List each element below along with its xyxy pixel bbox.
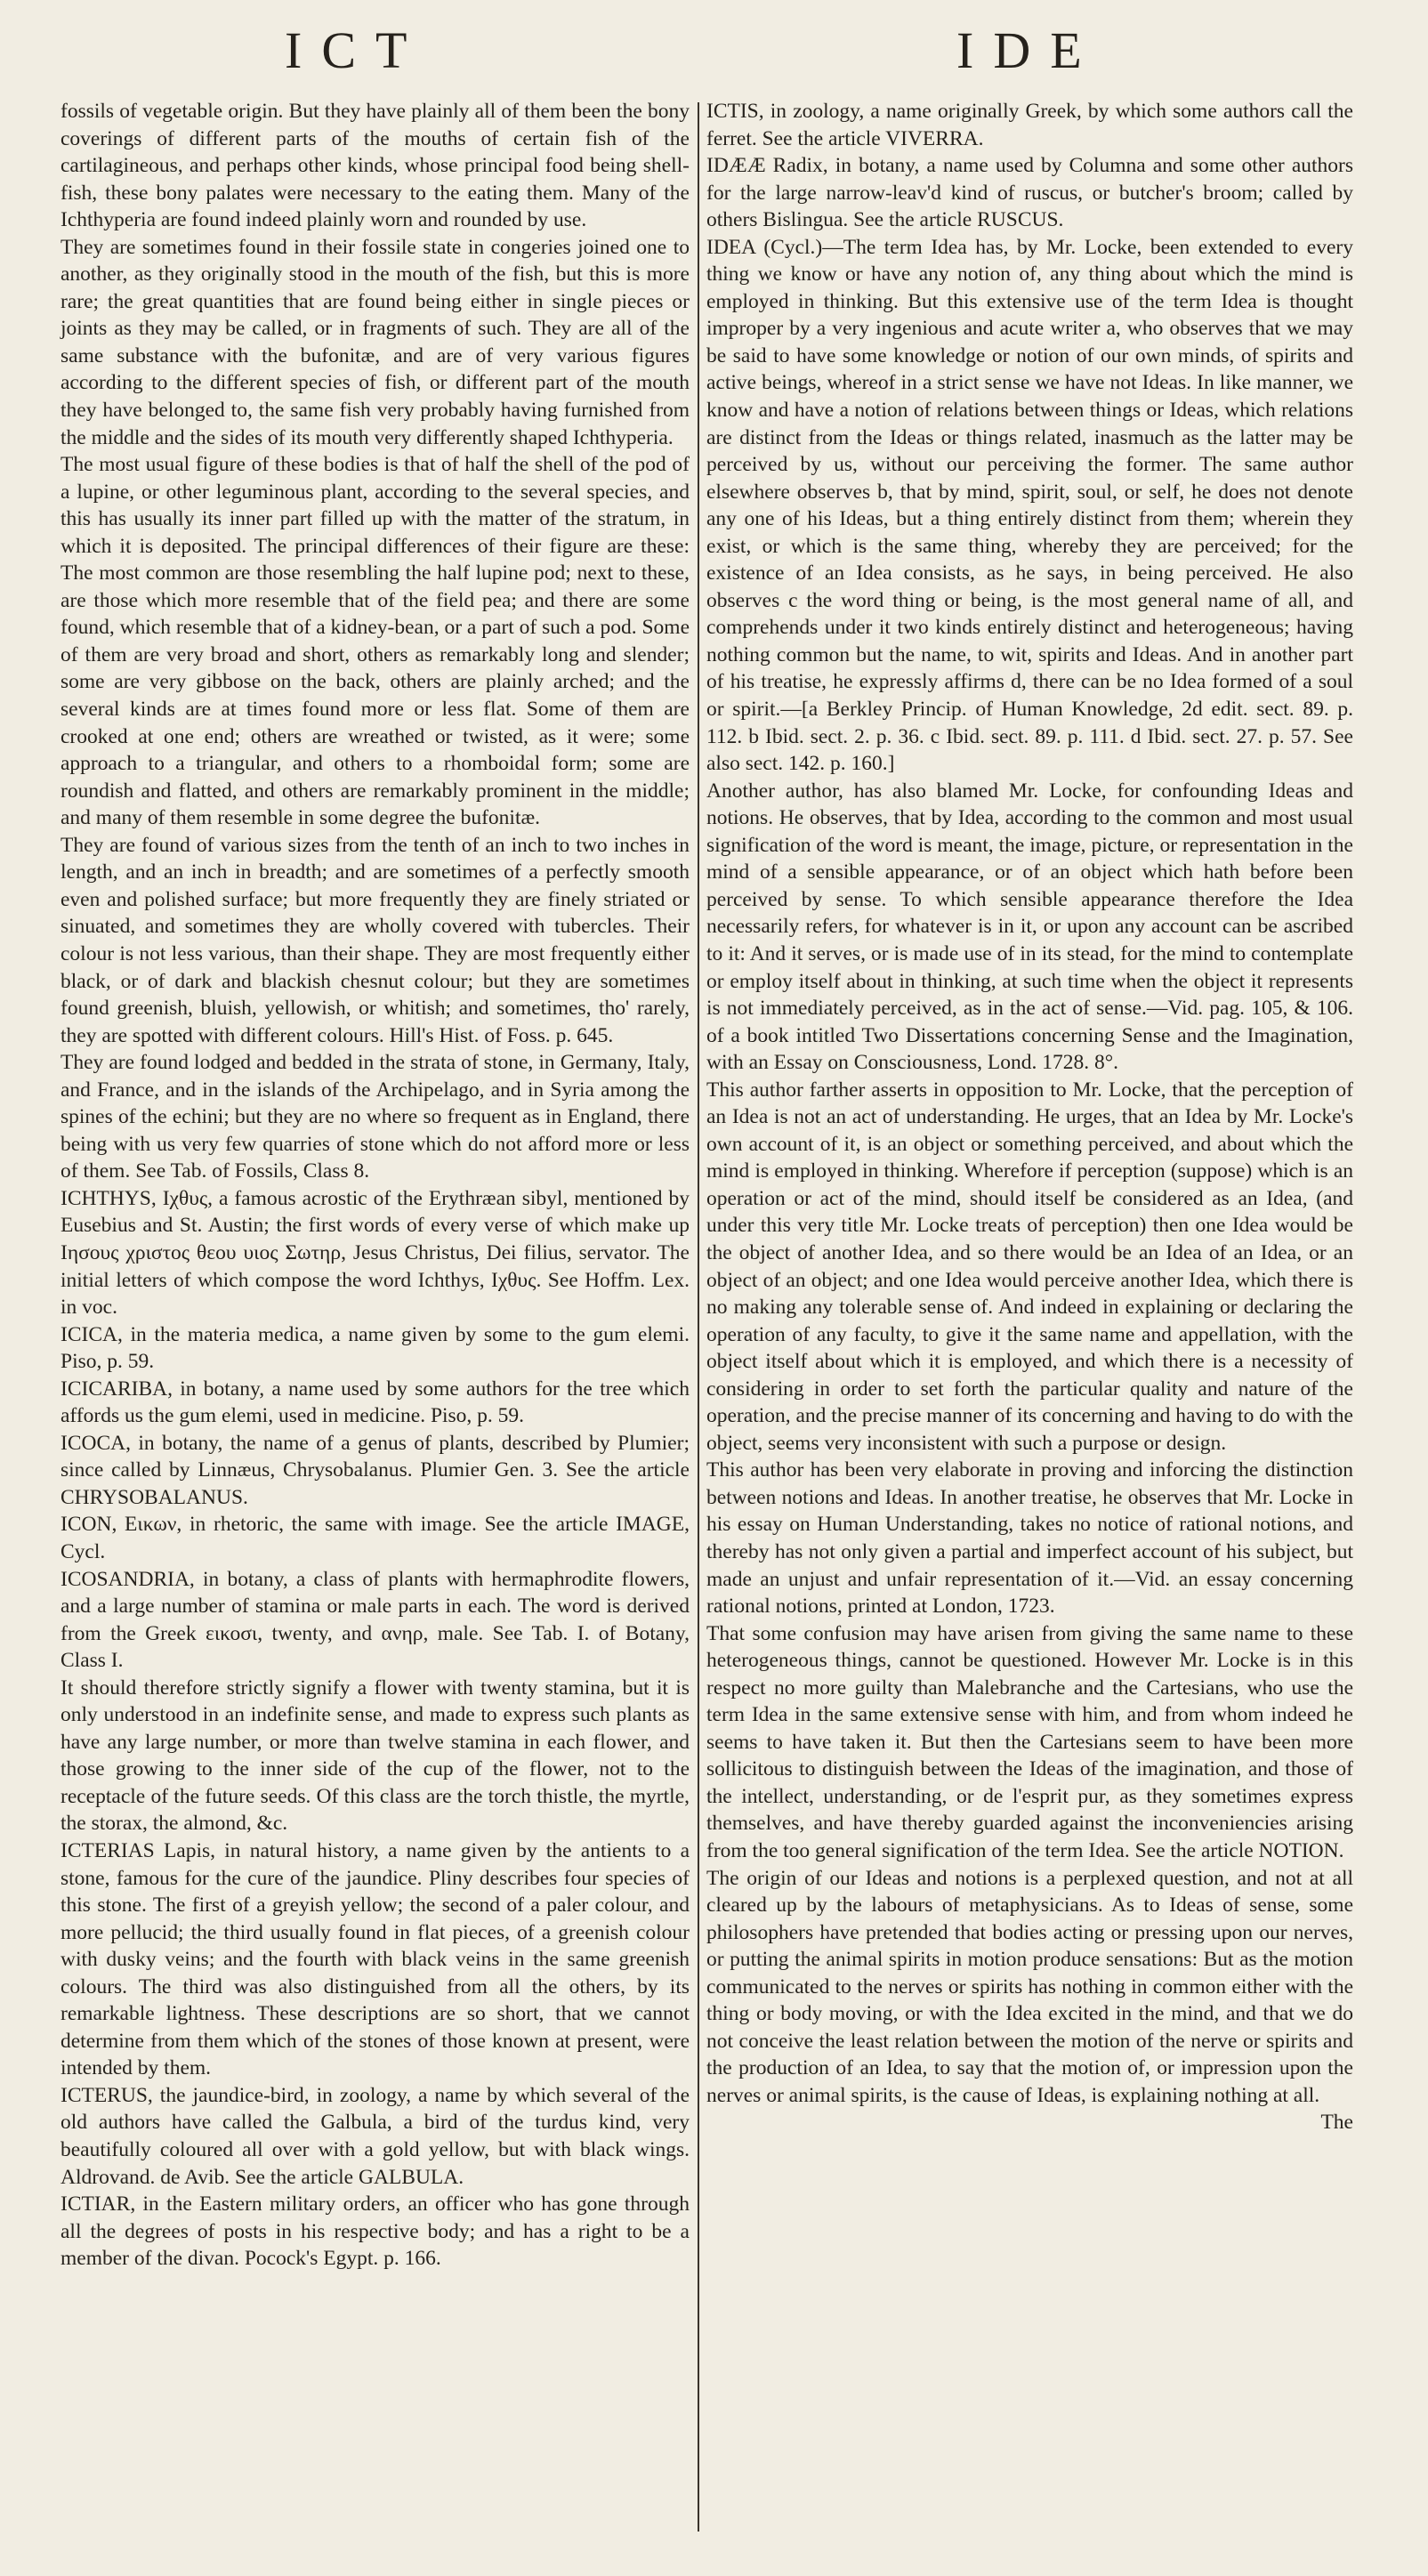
dictionary-entry: IDÆÆ Radix, in botany, a name used by Columna and some other authors for the large narrow-leav'd kind of ruscus, or butcher's broom; called by others Bislingua. See the article RUSCUS. [706,154,1353,232]
dictionary-entry: ICICA, in the materia medica, a name given by some to the gum elemi. Piso, p. 59. [61,1322,690,1374]
paragraph: They are sometimes found in their fossile state in congeries joined one to another, as they originally stood in the mouth of the fish, but this is more rare; the great quantities that are found being either in single pieces or joints as they may be called, or in fragments of such. They are all of the same substance with the bufonitæ, and are of very various figures according to the different species of fish, or different part of the mouth they have belonged to, the same fish very probably having furnished from the middle and the sides of its mouth very differently shaped Ichthyperia. [61,235,690,449]
dictionary-entry: ICON, Εικων, in rhetoric, the same with image. See the article IMAGE, Cycl. [61,1513,690,1563]
paragraph: fossils of vegetable origin. But they have plainly all of them been the bony coverings of different parts of the mouths of certain fish of the cartilagineous, and perhaps other kinds, whose principal food being shell-fish, these bony palates were necessary to the eating them. Many of the Ichthyperia are found indeed plainly worn and rounded by use. [61,100,690,232]
left-column [61,98,690,2273]
dictionary-entry: ICTIS, in zoology, a name originally Greek, by which some authors call the ferret. See the article VIVERRA. [706,100,1353,150]
dictionary-entry: ICTERUS, the jaundice-bird, in zoology, a name by which several of the old authors have called the Galbula, a bird of the turdus kind, very beautifully coloured all over with a gold yellow, but with black wings. Aldrovand. de Avib. See the article GALBULA. [61,2083,690,2189]
dictionary-entry: ICOCA, in botany, the name of a genus of plants, described by Plumier; since called by Linnæus, Chrysobalanus. Plumier Gen. 3. See the article CHRYSOBALANUS. [61,1431,690,1509]
dictionary-entry: ICTIAR, in the Eastern military orders, an officer who has gone through all the degrees of posts in his respective body; and has a right to be a member of the divan. Pocock's Egypt. p. 166. [61,2192,690,2271]
paragraph: The origin of our Ideas and notions is a perplexed question, and not at all cleared up by the labours of metaphysicians. As to Ideas of sense, some philosophers have pretended that bodies acting or pressing upon our nerves, or putting the animal spirits in motion produce sensations: But as the motion communicated to the nerves or spirits has nothing in common either with the thing or body moving, or with the Idea excited in the mind, and that we do not conceive the least relation between the motion of the nerve or spirits and the production of an Idea, to say that the motion of, or impression upon the nerves or animal spirits, is the cause of Ideas, is explaining nothing at all. [706,1866,1353,2107]
dictionary-entry: ICOSANDRIA, in botany, a class of plants with hermaphrodite flowers, and a large number of stamina or male parts in each. The word is derived from the Greek εικοσι, twenty, and ανηρ, male. See Tab. I. of Botany, Class I. [61,1567,690,1673]
catchword: The [1320,2111,1353,2135]
dictionary-entry: ICHTHYS, Ιχθυς, a famous acrostic of the Erythræan sibyl, mentioned by Eusebius and St. Austin; the first words of every verse of which make up Ιησους χριστος θεου υιος Σωτηρ, Jesus Christus, Dei filius, servator. The initial letters of which compose the word Ichthys, Ιχθυς. See Hoffm. Lex. in voc. [61,1186,690,1320]
column-divider [698,102,699,2532]
paragraph: It should therefore strictly signify a flower with twenty stamina, but it is only understood in an indefinite sense, and made to express such plants as have any large number, or more than twelve stamina in each flower, and those growing to the inner side of the cup of the flower, not to the receptacle of the future seeds. Of this class are the torch thistle, the myrtle, the storax, the almond, &c. [61,1676,690,1836]
dictionary-entry: ICICARIBA, in botany, a name used by some authors for the tree which affords us the gum elemi, used in medicine. Piso, p. 59. [61,1377,690,1428]
paragraph: Another author, has also blamed Mr. Locke, for confounding Ideas and notions. He observes, that by Idea, according to the common and most usual signification of the word is meant, the image, picture, or representation in the mind of a sensible appearance, or of an object which hath before been perceived by sense. To which sensible appearance therefore the Idea necessarily refers, for whatever is in it, or upon any account can be ascribed to it: And it serves, or is made use of in its stead, for the mind to contemplate or employ itself about in thinking, at such time when the object it represents is not immediately perceived, as in the act of sense.—Vid. pag. 105, & 106. of a book intitled Two Dissertations concerning Sense and the Imagination, with an Essay on Consciousness, Lond. 1728. 8°. [706,779,1353,1075]
paragraph: They are found of various sizes from the tenth of an inch to two inches in length, and an inch in breadth; and are sometimes of a perfectly smooth even and polished surface; but more frequently they are finely striated or sinuated, and sometimes they are wholly covered with tubercles. Their colour is not less various, than their shape. They are most frequently either black, or of dark and blackish chesnut colour; but they are sometimes found greenish, bluish, yellowish, or whitish; and sometimes, tho' rarely, they are spotted with different colours. Hill's Hist. of Foss. p. 645. [61,833,690,1047]
right-column [706,98,1353,2136]
dictionary-entry: IDEA (Cycl.)—The term Idea has, by Mr. Locke, been extended to every thing we know or have any notion of, any thing about which the mind is employed in thinking. But this extensive use of the term Idea is thought improper by a very ingenious and acute writer a, who observes that we may be said to have some knowledge or notion of our own minds, of spirits and active beings, whereof in a strict sense we have not Ideas. In like manner, we know and have a notion of relations between things or Ideas, which relations are distinct from the Ideas or things related, inasmuch as the latter may be perceived by us, without our perceiving the former. The same author elsewhere observes b, that by mind, spirit, soul, or self, he does not denote any one of his Ideas, but a thing entirely distinct from them; wherein they exist, or which is the same thing, whereby they are perceived; for the existence of an Idea consists, as he says, in being perceived. He also observes c the word thing or being, is the most general name of all, and comprehends under it two kinds entirely distinct and heterogeneous; having nothing common but the name, to wit, spirits and Ideas. And in another part of his treatise, he expressly affirms d, there can be no Idea formed of a soul or spirit.—[a Berkley Princip. of Human Knowledge, 2d edit. sect. 89. p. 112. b Ibid. sect. 2. p. 36. c Ibid. sect. 89. p. 111. d Ibid. sect. 27. p. 57. See also sect. 142. p. 160.] [706,235,1353,776]
paragraph: This author farther asserts in opposition to Mr. Locke, that the perception of an Idea is not an act of understanding. He urges, that an Idea by Mr. Locke's own account of it, is an object or something perceived, and about which the mind is employed in thinking. Wherefore if perception (suppose) which is an operation or act of the mind, should itself be considered as an Idea, (and under this very title Mr. Locke treats of perception) then one Idea would be the object of another Idea, and so there would be an Idea of an Idea, or an object of an object; and one Idea would perceive another Idea, which there is no making any tolerable sense of. And indeed in explaining or declaring the operation of any faculty, to give it the same name and appellation, with the object itself about which it is employed, and which there is a necessity of considering in order to set forth the particular quality and nature of the operation, and the precise manner of its concerning and having to do with the object, seems very inconsistent with such a purpose or design. [706,1078,1353,1455]
paragraph: This author has been very elaborate in proving and inforcing the distinction between notions and Ideas. In another treatise, he observes that Mr. Locke in his essay on Human Understanding, takes no notice of rational notions, and thereby has not only given a partial and imperfect account of his subject, but made an unjust and unfair representation of it.—Vid. an essay concerning rational notions, printed at London, 1723. [706,1458,1353,1619]
running-head-left: ICT [285,21,427,79]
paragraph: They are found lodged and bedded in the strata of stone, in Germany, Italy, and France, and in the islands of the Archipelago, and in Syria among the spines of the echini; but they are no where so frequent as in England, there being with us very few quarries of stone which do not afford more or less of them. See Tab. of Fossils, Class 8. [61,1051,690,1183]
dictionary-entry: ICTERIAS Lapis, in natural history, a name given by the antients to a stone, famous for the cure of the jaundice. Pliny describes four species of this stone. The first of a greyish yellow; the second of a paler colour, and more pellucid; the third usually found in flat pieces, of a greenish colour with dusky veins; and the fourth with black veins in the same greenish colours. The third was also distinguished from all the others, by its remarkable lightness. These descriptions are so short, that we cannot determine from them which of the stones of those known at present, were intended by them. [61,1839,690,2080]
paragraph: That some confusion may have arisen from giving the same name to these heterogeneous things, cannot be questioned. However Mr. Locke is in this respect no more guilty than Malebranche and the Cartesians, who use the term Idea in the same extensive sense with him, and from whom indeed he seems to have taken it. But then the Cartesians seem to have been more sollicitous to distinguish between the Ideas of the imagination, and those of the intellect, understanding, or de l'esprit pur, as they sometimes express themselves, and have thereby guarded against the inconveniencies arising from the too general signification of the term Idea. See the article NOTION. [706,1621,1353,1862]
running-head-right: IDE [956,21,1101,79]
paragraph: The most usual figure of these bodies is that of half the shell of the pod of a lupine, or other leguminous plant, according to the several species, and this has usually its inner part filled up with the matter of the stratum, in which it is deposited. The principal differences of their figure are these: The most common are those resembling the half lupine pod; next to these, are those which more resemble that of the field pea; and there are some found, which resemble that of a kidney-bean, or a part of such a pod. Some of them are very broad and short, others as remarkably long and slender; some are very gibbose on the back, others are plainly arched; and the several kinds are at times found more or less flat. Some of them are crooked at one end; others are wreathed or twisted, as it were; some approach to a triangular, and others to a rhomboidal form; some are roundish and flatted, and others are remarkably prominent in the middle; and many of them resemble in some degree the bufonitæ. [61,453,690,830]
